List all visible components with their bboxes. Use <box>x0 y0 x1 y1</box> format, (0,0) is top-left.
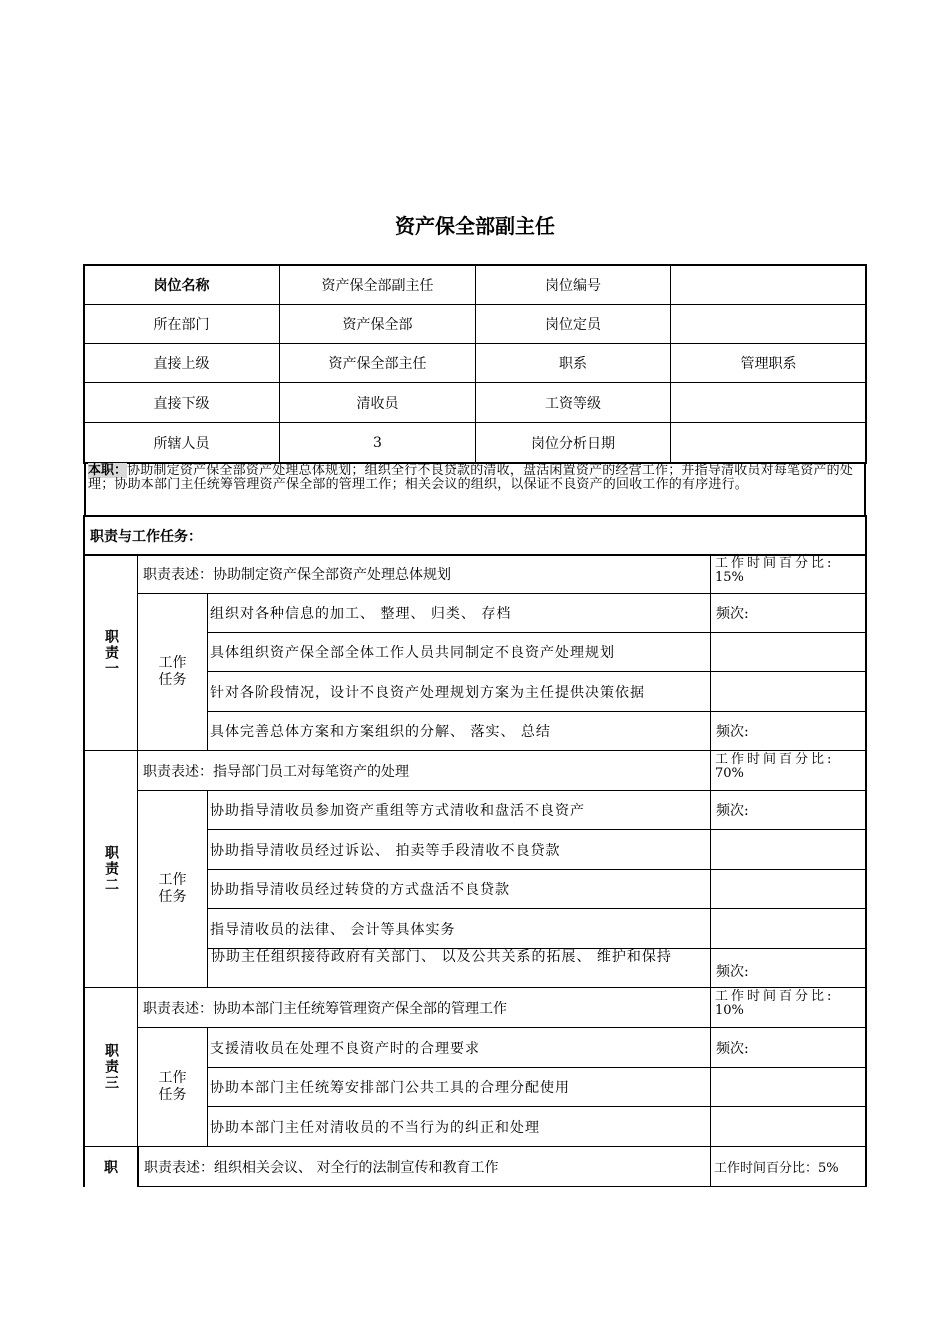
duty-2-task-2: 协助指导清收员经过诉讼、 拍卖等手段清收不良贷款 <box>208 830 711 870</box>
duty-2-label-cell <box>85 751 138 988</box>
duty-1-task-2: 具体组织资产保全部全体工作人员共同制定不良资产处理规划 <box>208 633 711 672</box>
duty-2-freq-5 <box>711 949 866 988</box>
duty-1-freq-4: 频次: <box>711 712 866 751</box>
duty-2-task-5: 协助主任组织接待政府有关部门、 以及公共关系的拓展、 维护和保持 <box>211 949 672 965</box>
summary-text: 协助制定资产保全部资产处理总体规划；组织全行不良贷款的清收，盘活闲置资产的经营工作；并指导清收员对每笔资产的处理；协助本部门主任统筹管理资产保全部的管理工作；相关会议的组织，以保证不良资产的回收工作的有序进行。 <box>88 463 854 492</box>
duty-1-label-cell <box>85 555 138 751</box>
duty-2-task-4: 指导清收员的法律、 会计等具体实务 <box>208 909 711 949</box>
duty-2-freq-4 <box>711 909 866 949</box>
duty-1-freq-1: 频次: <box>711 594 866 633</box>
duty-1-task-label-cell <box>138 594 208 751</box>
duty-1-statement: 职责表述：协助制定资产保全部资产处理总体规划 <box>138 555 711 594</box>
info-label-subordinate: 直接下级 <box>84 383 280 423</box>
duty-3-freq-2 <box>711 1068 866 1107</box>
duty-1-pct-value: 15% <box>715 570 744 585</box>
duty-4-label: 职 <box>104 1160 118 1176</box>
duties-header: 职责与工作任务： <box>83 515 867 556</box>
duty-2-task-3: 协助指导清收员经过转贷的方式盘活不良贷款 <box>208 870 711 909</box>
duty-3-label: 职责三 <box>103 1043 119 1091</box>
duty-2-task-label-cell <box>138 791 208 988</box>
info-value-analysis-date <box>671 423 866 463</box>
duty-1-task-1: 组织对各种信息的加工、 整理、 归类、 存档 <box>208 594 711 633</box>
duty-3-task-1: 支援清收员在处理不良资产时的合理要求 <box>208 1028 711 1068</box>
info-value-pay-grade <box>671 383 866 423</box>
duty-3-pct-cell <box>711 988 866 1028</box>
duty-2-label: 职责二 <box>103 845 119 893</box>
duty-3-task-2: 协助本部门主任统筹安排部门公共工具的合理分配使用 <box>208 1068 711 1107</box>
duty-2-pct-label: 工作时间百分比: <box>715 752 835 767</box>
page-title: 资产保全部副主任 <box>395 214 555 238</box>
duty-3-task-3: 协助本部门主任对清收员的不当行为的纠正和处理 <box>208 1107 711 1147</box>
info-label-staff: 所辖人员 <box>84 423 280 463</box>
duty-1-task-label: 工作任务 <box>158 655 187 688</box>
duty-3-label-cell <box>85 988 138 1147</box>
duty-2-task-1: 协助指导清收员参加资产重组等方式清收和盘活不良资产 <box>208 791 711 830</box>
duty-4-statement: 职责表述：组织相关会议、 对全行的法制宣传和教育工作 <box>138 1147 711 1187</box>
duty-2-pct-cell <box>711 751 866 791</box>
duty-2-freq-5-label: 频次: <box>716 964 749 980</box>
info-value-department: 资产保全部 <box>280 305 476 344</box>
duty-3-pct-label: 工作时间百分比: <box>715 989 835 1004</box>
duty-4-pct: 工作时间百分比：5% <box>711 1147 866 1187</box>
duty-1-freq-3 <box>711 672 866 712</box>
duty-4-label-cell <box>85 1147 138 1187</box>
info-label-headcount: 岗位定员 <box>476 305 671 344</box>
info-label-pay-grade: 工资等级 <box>476 383 671 423</box>
duty-1-pct-cell <box>711 555 866 594</box>
duty-3-statement: 职责表述：协助本部门主任统筹管理资产保全部的管理工作 <box>138 988 711 1028</box>
duty-2-pct-value: 70% <box>715 766 744 781</box>
info-value-staff: 3 <box>280 423 476 463</box>
duty-2-freq-3 <box>711 870 866 909</box>
info-value-job-family: 管理职系 <box>671 344 866 383</box>
info-value-superior: 资产保全部主任 <box>280 344 476 383</box>
info-value-position-code <box>671 265 866 305</box>
job-summary <box>84 463 866 515</box>
duty-1-task-4: 具体完善总体方案和方案组织的分解、 落实、 总结 <box>208 712 711 751</box>
duty-3-task-label-cell <box>138 1028 208 1147</box>
duty-1-pct-label: 工作时间百分比: <box>715 556 835 571</box>
info-value-headcount <box>671 305 866 344</box>
info-value-position-name: 资产保全部副主任 <box>280 265 476 305</box>
info-label-position-code: 岗位编号 <box>476 265 671 305</box>
duty-2-freq-2 <box>711 830 866 870</box>
info-label-superior: 直接上级 <box>84 344 280 383</box>
duty-2-statement: 职责表述：指导部门员工对每笔资产的处理 <box>138 751 711 791</box>
duty-2-task-label: 工作任务 <box>158 872 187 905</box>
duty-3-freq-1: 频次: <box>711 1028 866 1068</box>
duty-3-freq-3 <box>711 1107 866 1147</box>
summary-label: 本职： <box>88 463 128 478</box>
info-value-subordinate: 清收员 <box>280 383 476 423</box>
duty-3-task-label: 工作任务 <box>158 1070 187 1103</box>
info-label-analysis-date: 岗位分析日期 <box>476 423 671 463</box>
info-label-position-name: 岗位名称 <box>84 265 280 305</box>
duty-1-freq-2 <box>711 633 866 672</box>
duty-2-task-5-cell <box>208 949 711 988</box>
info-label-job-family: 职系 <box>476 344 671 383</box>
duty-3-pct-value: 10% <box>715 1003 744 1018</box>
duty-1-label: 职责一 <box>103 628 119 677</box>
duty-1-task-3: 针对各阶段情况，设计不良资产处理规划方案为主任提供决策依据 <box>208 672 711 712</box>
info-label-department: 所在部门 <box>84 305 280 344</box>
duty-2-freq-1: 频次: <box>711 791 866 830</box>
